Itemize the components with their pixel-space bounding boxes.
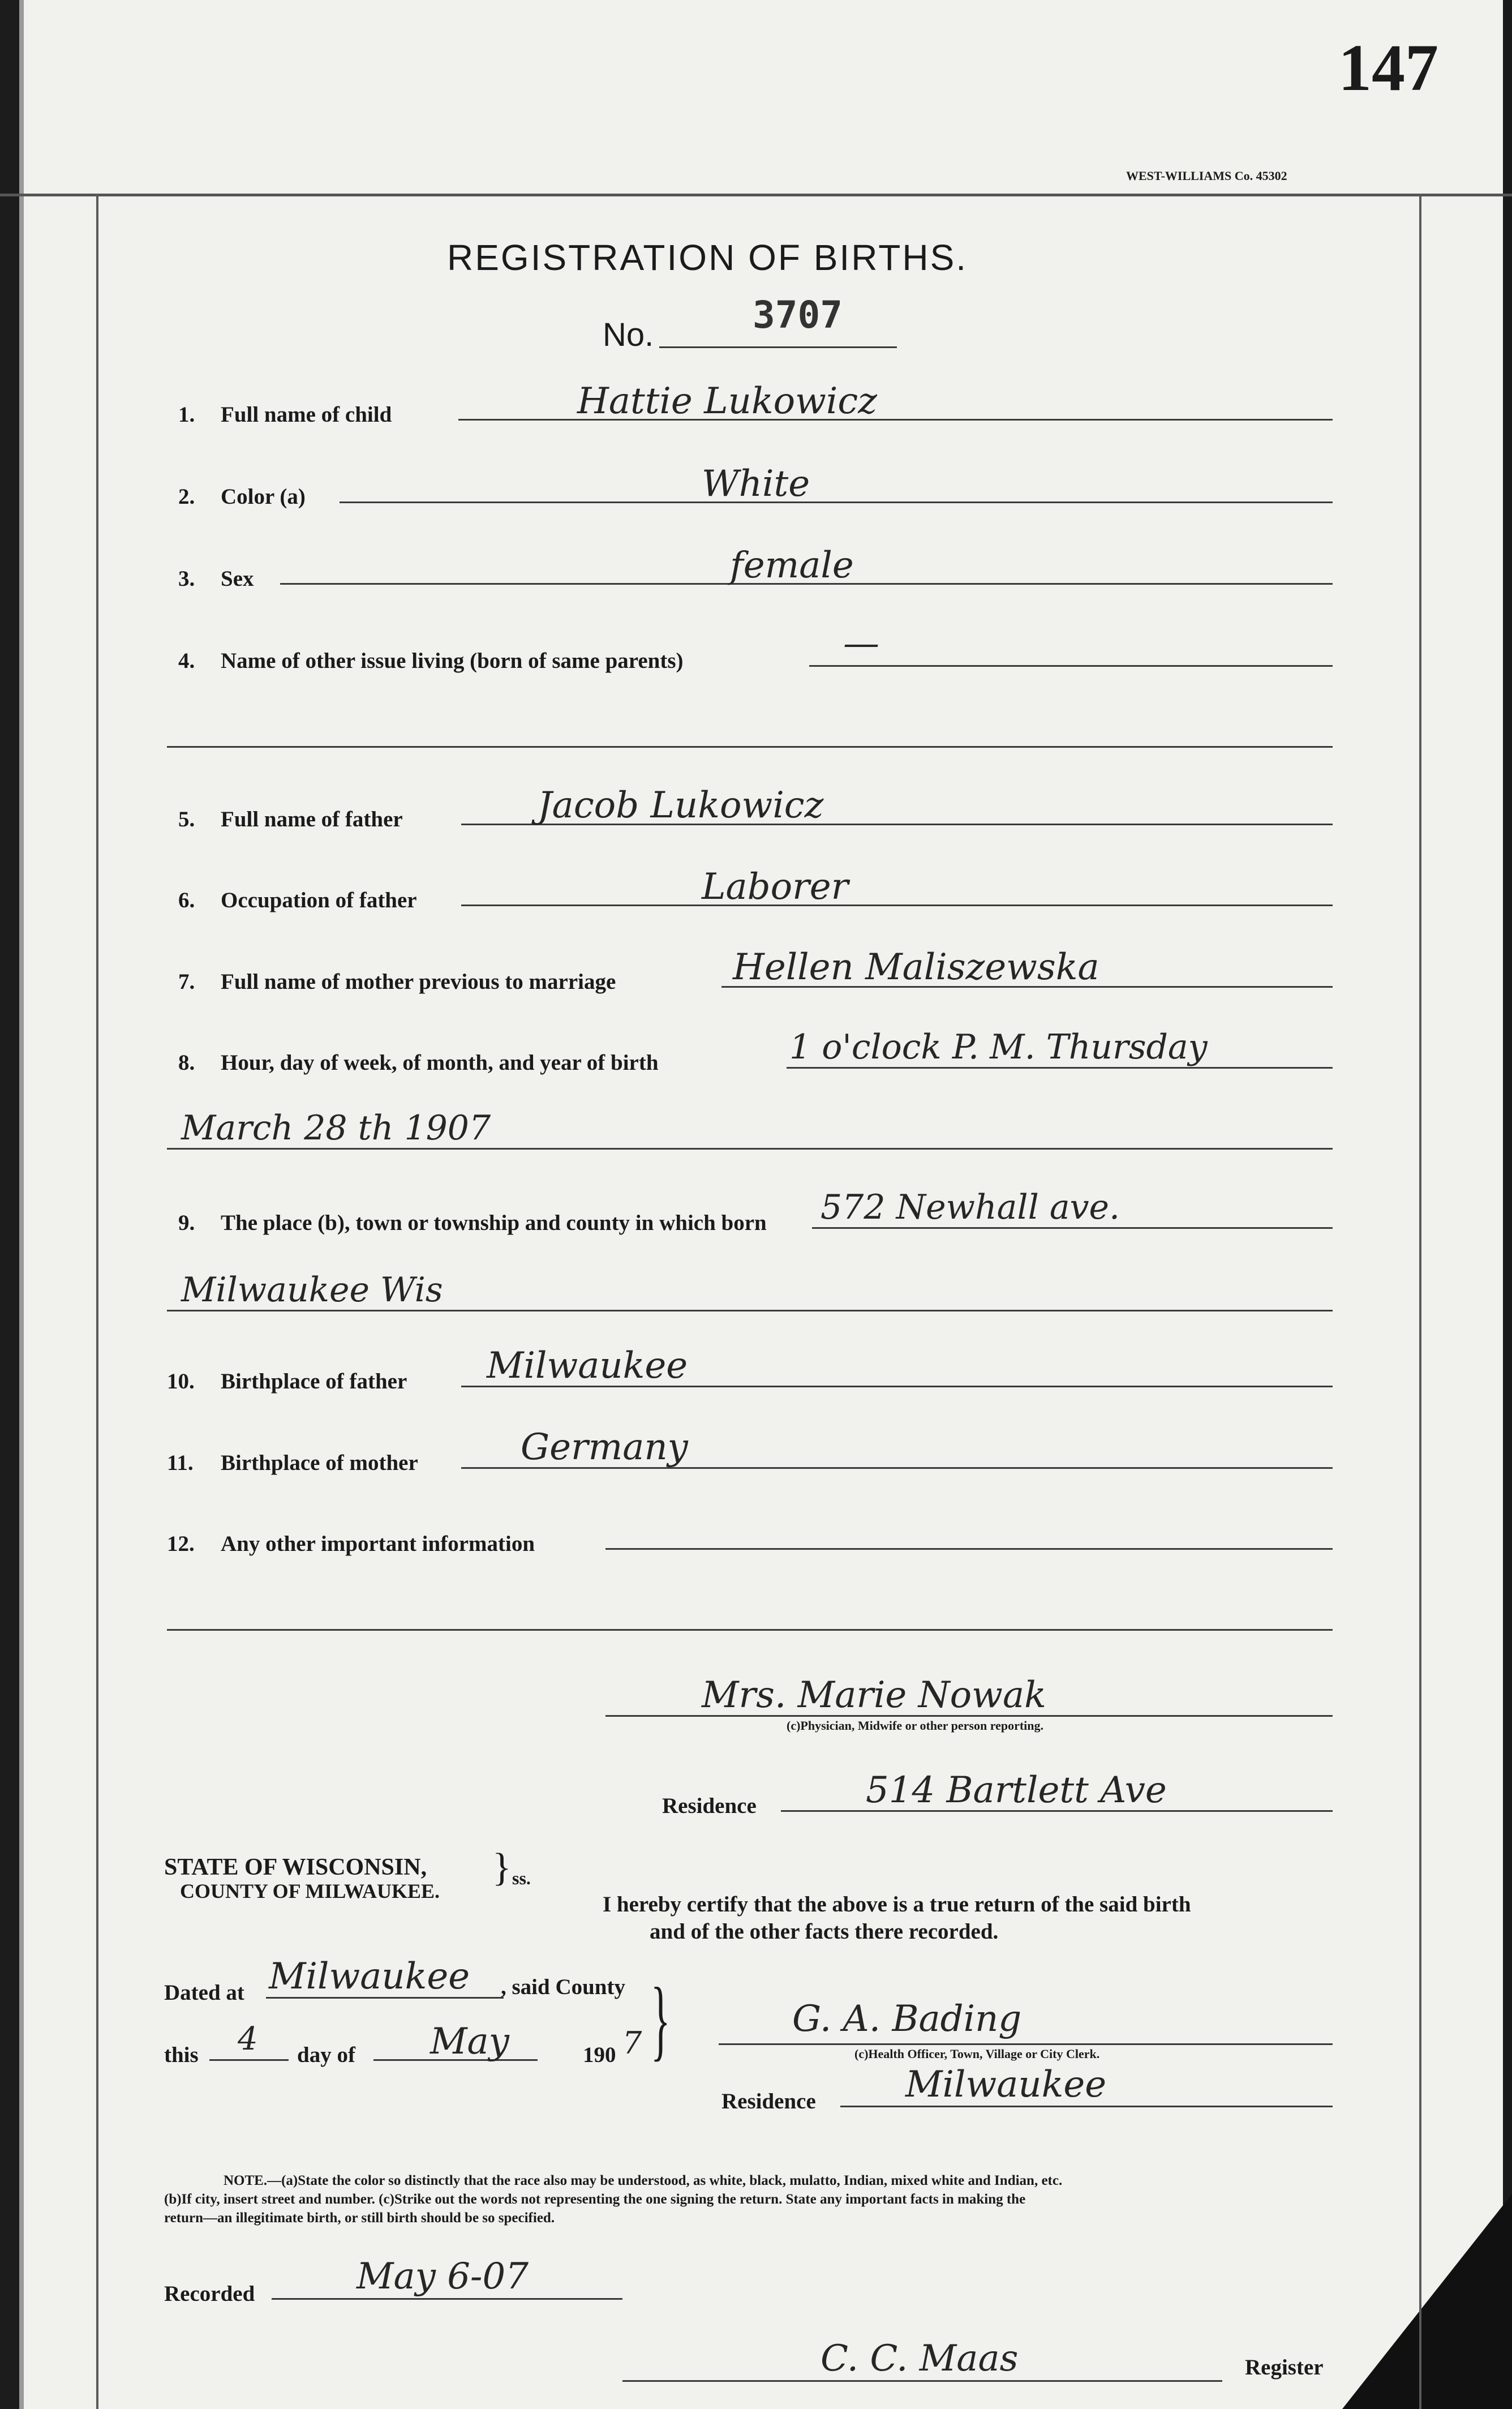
father-occupation-value: Laborer	[702, 866, 849, 908]
mother-name-value: Hellen Maliszewska	[733, 946, 1099, 988]
father-occupation-line	[461, 905, 1333, 906]
day-value: 4	[238, 2021, 258, 2057]
field-1-number: 1.	[178, 402, 195, 427]
dated-at-label: Dated at	[164, 1981, 244, 2005]
registration-number: 3707	[753, 293, 843, 337]
field-12-number: 12.	[167, 1532, 195, 1556]
reporter-residence-value: 514 Bartlett Ave	[866, 1769, 1167, 1811]
field-8-number: 8.	[178, 1051, 195, 1075]
birth-place-line	[812, 1227, 1333, 1229]
year-suffix: 7	[622, 2025, 642, 2061]
field-5-number: 5.	[178, 807, 195, 831]
brace-ss: }	[492, 1846, 512, 1889]
child-name-value: Hattie Lukowicz	[577, 380, 877, 422]
child-name-label: Full name of child	[221, 402, 392, 427]
reporter-caption: (c)Physician, Midwife or other person reporting.	[787, 1718, 1044, 1733]
certify-line-1: I hereby certify that the above is a true return of the said birth	[603, 1892, 1191, 1917]
father-birthplace-value: Milwaukee	[487, 1345, 688, 1387]
birth-time-value: 1 o'clock P. M. Thursday	[789, 1027, 1208, 1067]
sex-value: female	[730, 545, 854, 586]
field-3-number: 3.	[178, 567, 195, 591]
officer-caption: (c)Health Officer, Town, Village or City Clerk.	[854, 2047, 1100, 2061]
father-name-label: Full name of father	[221, 807, 403, 831]
other-info-line-2	[167, 1629, 1333, 1631]
register-signature-line	[622, 2380, 1222, 2382]
ss-label: ss.	[512, 1868, 531, 1888]
document-title: REGISTRATION OF BIRTHS.	[447, 237, 968, 278]
birth-place-value: 572 Newhall ave.	[821, 1188, 1120, 1227]
birth-time-line-2	[167, 1148, 1333, 1150]
other-issue-value: —	[843, 623, 879, 665]
field-10-number: 10.	[167, 1369, 195, 1394]
number-label: No.	[603, 316, 654, 353]
county-line: COUNTY OF MILWAUKEE.	[180, 1880, 440, 1902]
month-value: May	[430, 2021, 509, 2063]
field-9-number: 9.	[178, 1211, 195, 1235]
said-county-label: , said County	[501, 1975, 625, 1999]
reporter-residence-label: Residence	[662, 1794, 757, 1818]
margin-rule-left	[96, 194, 98, 2409]
scan-edge-left-shadow	[19, 0, 24, 2409]
color-label: Color (a)	[221, 485, 306, 509]
note-line-2: (b)If city, insert street and number. (c)Strike out the words not representing the one signing the return. State any important facts in making the	[164, 2192, 1026, 2207]
reporter-signature: Mrs. Marie Nowak	[702, 1674, 1046, 1716]
dated-at-value: Milwaukee	[269, 1956, 470, 1998]
certify-line-2: and of the other facts there recorded.	[650, 1919, 999, 1944]
sex-label: Sex	[221, 567, 254, 591]
officer-signature: G. A. Bading	[792, 1998, 1022, 2040]
other-info-label: Any other important information	[221, 1532, 535, 1556]
mother-name-label: Full name of mother previous to marriage	[221, 970, 616, 994]
date-brace: }	[651, 1969, 671, 2069]
recorded-value: May 6-07	[356, 2256, 529, 2297]
mother-birthplace-label: Birthplace of mother	[221, 1451, 418, 1475]
recorded-label: Recorded	[164, 2282, 255, 2306]
birth-time-line	[787, 1067, 1333, 1069]
field-2-number: 2.	[178, 485, 195, 509]
field-11-number: 11.	[167, 1451, 194, 1475]
birth-time-label: Hour, day of week, of month, and year of birth	[221, 1051, 659, 1075]
birth-place-line-2	[167, 1310, 1333, 1311]
father-birthplace-label: Birthplace of father	[221, 1369, 407, 1394]
year-prefix: 190	[583, 2043, 616, 2067]
recorded-line	[272, 2298, 622, 2300]
other-issue-label: Name of other issue living (born of same parents)	[221, 649, 684, 673]
father-occupation-label: Occupation of father	[221, 888, 417, 912]
day-line	[209, 2059, 289, 2061]
note-line-1: NOTE.—(a)State the color so distinctly that the race also may be understood, as white, black, mulatto, Indian, mixed white and Indian, etc.	[224, 2173, 1063, 2188]
scan-edge-right	[1503, 0, 1512, 2409]
scan-corner-shadow	[1342, 2194, 1512, 2409]
field-7-number: 7.	[178, 970, 195, 994]
field-6-number: 6.	[178, 888, 195, 912]
note-line-3: return—an illegitimate birth, or still birth should be so specified.	[164, 2210, 555, 2226]
this-label: this	[164, 2043, 199, 2067]
color-line	[340, 501, 1333, 503]
publisher-imprint: WEST-WILLIAMS Co. 45302	[1126, 169, 1287, 183]
officer-residence-line	[840, 2106, 1333, 2107]
father-name-value: Jacob Lukowicz	[538, 785, 824, 826]
other-issue-line-2	[167, 746, 1333, 748]
birth-place-label: The place (b), town or township and county in which born	[221, 1211, 767, 1235]
officer-residence-value: Milwaukee	[905, 2064, 1107, 2106]
margin-rule-right	[1419, 194, 1421, 2409]
register-label: Register	[1245, 2355, 1324, 2380]
field-4-number: 4.	[178, 649, 195, 673]
birth-date-value: March 28 th 1907	[181, 1108, 491, 1148]
page-top-rule	[0, 194, 1512, 196]
mother-birthplace-value: Germany	[521, 1426, 688, 1468]
officer-residence-label: Residence	[721, 2089, 816, 2114]
birth-city-value: Milwaukee Wis	[181, 1270, 443, 1310]
color-value: White	[702, 463, 810, 505]
state-line: STATE OF WISCONSIN,	[164, 1854, 427, 1880]
other-info-line	[605, 1548, 1333, 1550]
scan-edge-left	[0, 0, 19, 2409]
officer-signature-line	[719, 2043, 1333, 2045]
number-underline	[659, 346, 897, 348]
day-of-label: day of	[297, 2043, 355, 2067]
other-issue-line	[809, 665, 1333, 667]
register-signature: C. C. Maas	[821, 2338, 1019, 2380]
page-number: 147	[1338, 31, 1438, 105]
